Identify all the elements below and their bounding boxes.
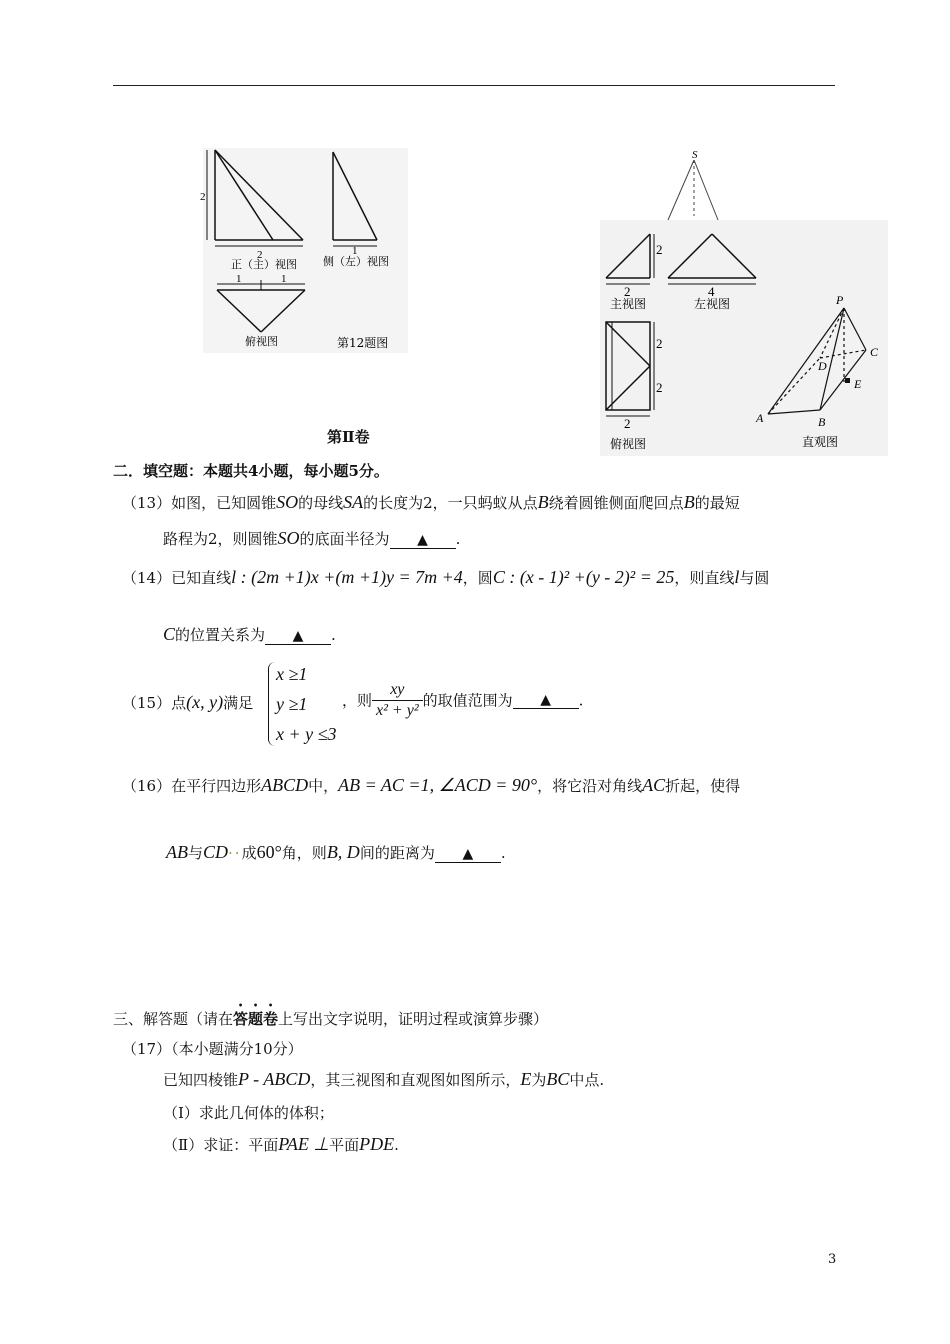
point-A: A (756, 411, 764, 425)
q14-l: l (734, 567, 740, 587)
question-17-part-2 (163, 1134, 399, 1155)
q17-E: E (520, 1069, 532, 1089)
q14-text-d: 与圆 (739, 569, 770, 587)
question-17-statement (163, 1069, 604, 1090)
q13-text-line2b: 的底面半径为 (299, 530, 390, 548)
figure-12-caption: 第12题图 (337, 336, 389, 350)
front-dim-h: 2 (200, 191, 206, 203)
figure-17-views (598, 146, 890, 458)
q17-part2-b: 平面 (329, 1136, 360, 1154)
side-view-label: 侧（左）视图 (323, 255, 389, 268)
q15-text-b: ，则 (342, 691, 373, 710)
q15-frac-num: xy (372, 680, 423, 701)
top-dim-w-17: 2 (624, 416, 631, 431)
point-E-marker (845, 378, 850, 383)
q14-line-equation: l : (2m +1)x +(m +1)y = 7m +4 (231, 567, 463, 587)
front-dim-w-17: 2 (624, 284, 631, 299)
q13-text-c: 的长度为2，一只蚂蚁从点 (363, 494, 538, 512)
q14-end: . (331, 626, 336, 644)
header-rule (113, 85, 835, 86)
q16-BD: B, D (326, 842, 360, 862)
q17-text-a: 已知四棱锥 (163, 1071, 239, 1089)
point-P: P (836, 293, 844, 307)
q15-number: （15）点 (122, 694, 187, 712)
figure-12-three-views (195, 140, 415, 360)
q15-point: (x, y) (186, 692, 224, 712)
q17-text-c: 为 (531, 1071, 547, 1089)
q13-SO2: SO (277, 528, 300, 548)
q14-circle-equation: C : (x - 1)² +(y - 2)² = 25 (492, 567, 675, 587)
front-view-label-17: 主视图 (610, 297, 647, 311)
q17-BC: BC (546, 1069, 570, 1089)
front-view-label: 正（主）视图 (231, 258, 297, 271)
q13-B2: B (683, 492, 695, 512)
q13-text-a: 如图，已知圆锥 (171, 494, 277, 512)
question-14-line-1 (122, 567, 769, 588)
q13-answer-blank: ▲ (390, 532, 456, 549)
q15-answer-blank: ▲ (513, 692, 579, 709)
top-dim-right: 1 (281, 273, 287, 285)
q15-text-c: 的取值范围为 (422, 691, 513, 710)
question-15-prefix (122, 692, 253, 713)
q13-SA: SA (343, 492, 364, 512)
q16-AC: AC (642, 775, 666, 795)
q15-condition-3: x + y ≤3 (276, 724, 337, 744)
top-dim-1-17: 2 (656, 336, 663, 351)
q13-text-d: 绕着圆锥侧面爬回点 (548, 494, 684, 512)
q13-end: . (455, 530, 461, 548)
q16-text-g: 间的距离为 (359, 844, 435, 862)
top-view-label-17: 俯视图 (610, 437, 647, 451)
question-13-line-1 (122, 492, 740, 513)
question-14-line-2 (163, 624, 336, 645)
question-16-line-2 (166, 842, 506, 863)
q16-answer-blank: ▲ (435, 846, 501, 863)
solid-label-17: 直观图 (802, 435, 839, 449)
q16-AB: AB (166, 842, 188, 862)
point-D: D (818, 359, 827, 373)
q16-text-d: 与 (188, 844, 204, 862)
section-2-heading: 二．填空题：本题共4小题，每小题5分。 (113, 462, 389, 480)
q14-text-c: ，则直线 (674, 569, 735, 587)
q15-brace (268, 662, 275, 746)
section-3-heading-emphasis: 答题卷 (233, 1010, 279, 1028)
point-B: B (818, 415, 826, 429)
q16-dots: ·· (228, 844, 242, 862)
q17-PDE: PDE (359, 1134, 395, 1154)
q14-C: C (163, 624, 176, 644)
q15-condition-2: y ≥1 (276, 694, 308, 714)
q17-part2-a: （Ⅱ）求证：平面 (163, 1136, 279, 1154)
top-dim-left: 1 (236, 273, 242, 285)
q16-ABCD: ABCD (261, 775, 309, 795)
q16-CD: CD (203, 842, 229, 862)
q16-number: （16）在平行四边形 (122, 777, 262, 795)
q15-condition-1: x ≥1 (276, 664, 308, 684)
q17-PAE: PAE ⊥ (278, 1134, 330, 1154)
front-dim-h-17: 2 (656, 242, 663, 257)
left-dim-w-17: 4 (708, 284, 715, 299)
q16-text-c: 折起，使得 (665, 777, 741, 795)
q14-number: （14） (122, 569, 172, 587)
volume-title: 第Ⅱ卷 (327, 428, 370, 446)
front-dim-w: 2 (257, 249, 263, 261)
point-E: E (854, 377, 862, 391)
question-13-line-2 (163, 528, 460, 549)
q14-text-e: 的位置关系为 (175, 626, 266, 644)
question-16-line-1 (122, 775, 740, 796)
q16-text-e: 成 (241, 844, 257, 862)
question-15-suffix (342, 680, 583, 721)
q17-text-b: ，其三视图和直观图如图所示， (310, 1071, 521, 1089)
q14-text-b: ，圆 (462, 569, 493, 587)
question-17-part-1: （Ⅰ）求此几何体的体积； (163, 1104, 334, 1122)
top-dim-2-17: 2 (656, 380, 663, 395)
q13-text-b: 的母线 (298, 494, 344, 512)
q13-B1: B (537, 492, 549, 512)
q17-text-d: 中点. (569, 1071, 605, 1089)
q15-text-a: 满足 (223, 694, 254, 712)
point-C: C (870, 345, 879, 359)
left-view-label-17: 左视图 (694, 297, 731, 311)
q13-text-line2a: 路程为2，则圆锥 (163, 530, 278, 548)
cone-sketch (668, 160, 718, 220)
section-3-heading (113, 1000, 548, 1029)
q15-fraction (372, 680, 423, 721)
section-3-heading-a: 三、解答题（请在 (113, 1010, 234, 1028)
q15-end: . (578, 691, 584, 710)
q16-end: . (500, 844, 506, 862)
apex-label: S (692, 149, 698, 161)
q16-text-b: ，将它沿对角线 (537, 777, 643, 795)
q17-pyramid: P - ABCD (238, 1069, 311, 1089)
q15-frac-den: x² + y² (376, 702, 419, 719)
q16-text-a: 中， (308, 777, 339, 795)
question-17-header: （17）（本小题满分10分） (122, 1040, 303, 1058)
page-number: 3 (828, 1252, 837, 1267)
q16-condition: AB = AC =1, ∠ACD = 90° (338, 775, 538, 795)
q14-text-a: 已知直线 (171, 569, 232, 587)
top-view-label: 俯视图 (245, 335, 278, 348)
q13-number: （13） (122, 494, 172, 512)
q13-SO: SO (276, 492, 299, 512)
q14-answer-blank: ▲ (265, 628, 331, 645)
section-3-heading-b: 上写出文字说明，证明过程或演算步骤） (278, 1010, 549, 1028)
q13-text-e: 的最短 (694, 494, 740, 512)
q17-part2-c: . (394, 1136, 399, 1154)
q16-text-f: 角，则 (281, 844, 327, 862)
q16-angle: 60° (256, 842, 282, 862)
side-dim-w: 1 (352, 245, 358, 257)
